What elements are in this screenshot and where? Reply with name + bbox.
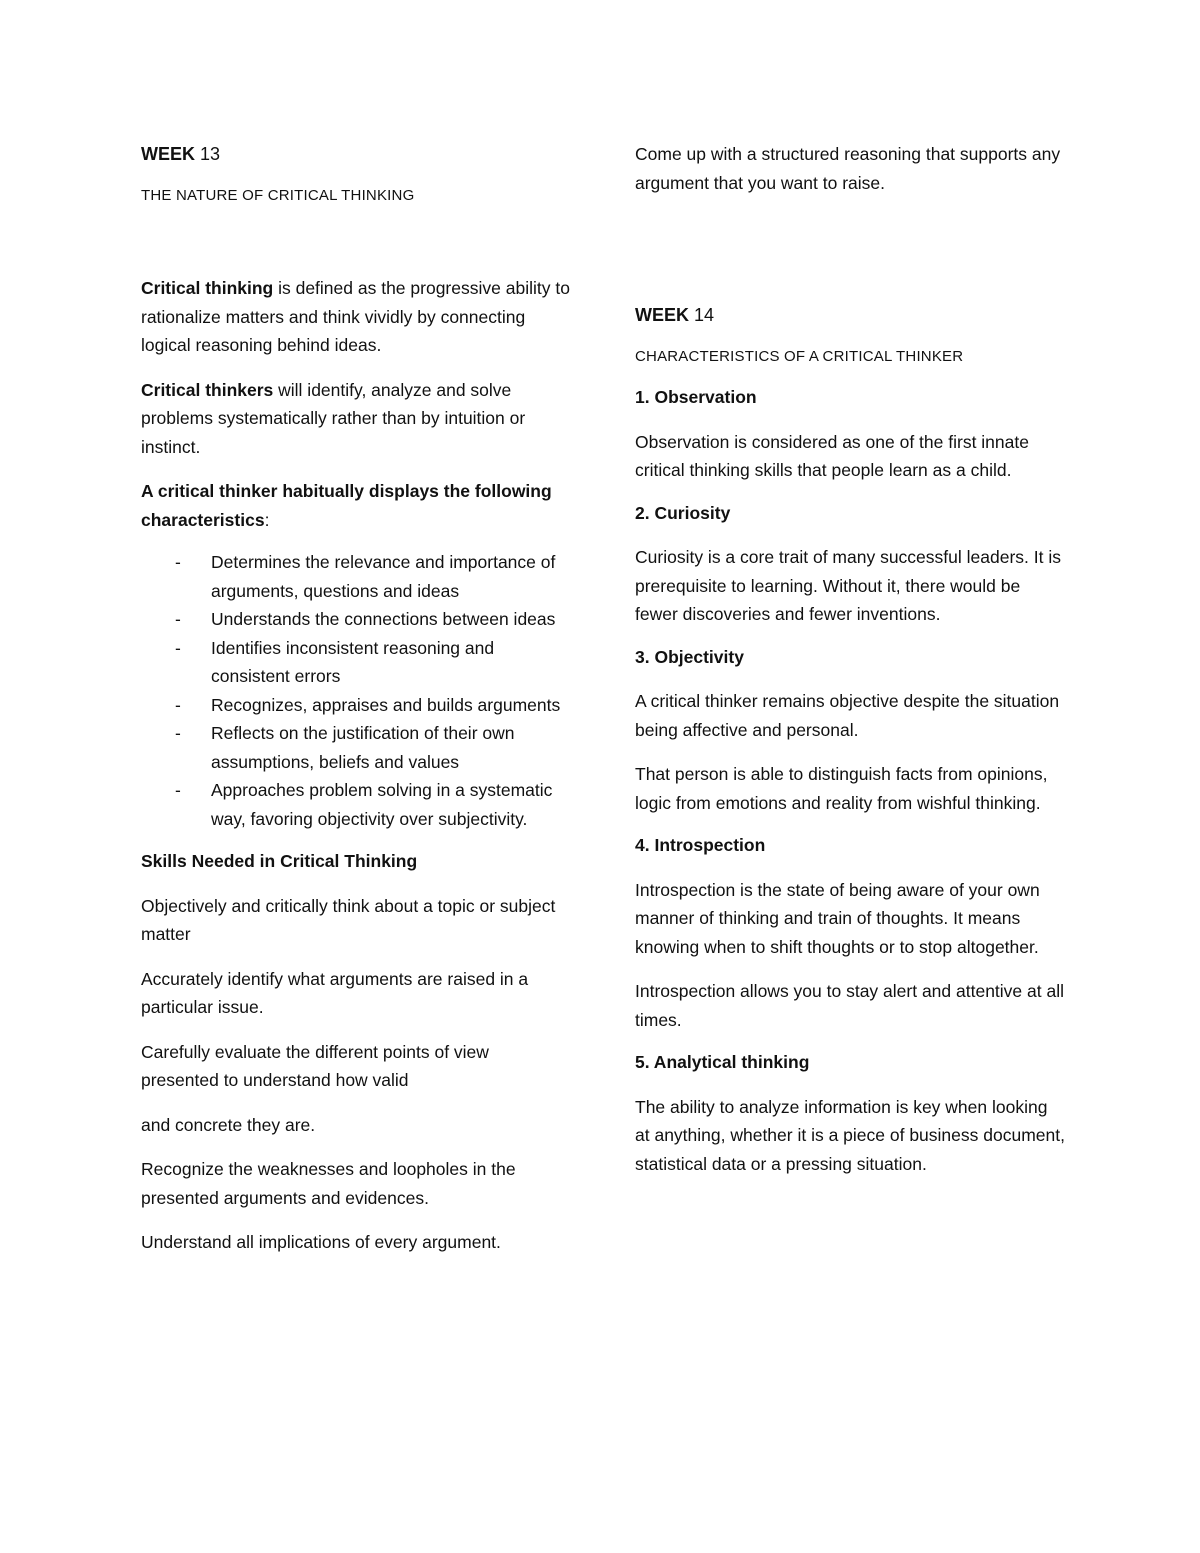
list-item: - Approaches problem solving in a systematic way, favoring objectivity over subjectivity. xyxy=(175,776,571,833)
week-number: 13 xyxy=(200,144,221,164)
definition-term: Critical thinkers xyxy=(141,379,274,400)
week-13-subtitle: THE NATURE OF CRITICAL THINKING xyxy=(141,187,415,204)
skill-paragraph: Recognize the weaknesses and loopholes in the presented arguments and evidences. xyxy=(141,1159,516,1208)
right-column xyxy=(635,140,1065,1178)
characteristic-paragraph: That person is able to distinguish facts from opinions, logic from emotions and reality from wishful thinking. xyxy=(635,764,1048,813)
week-number: 14 xyxy=(694,305,715,325)
intro-paragraph: Come up with a structured reasoning that supports any argument that you want to raise. xyxy=(635,144,1061,193)
characteristic-paragraph: Observation is considered as one of the first innate critical thinking skills that people learn as a child. xyxy=(635,431,1029,480)
definition-critical-thinkers xyxy=(141,376,571,462)
left-column xyxy=(141,140,571,1257)
characteristic-paragraph: Introspection is the state of being aware of your own manner of thinking and train of thoughts. It means knowing when to shift thoughts or to stop altogether. xyxy=(635,879,1040,957)
list-item: - Identifies inconsistent reasoning and consistent errors xyxy=(175,634,571,691)
characteristic-paragraph: The ability to analyze information is key when looking at anything, whether it is a piece of business document, statistical data or a pressing situation. xyxy=(635,1096,1065,1174)
characteristics-heading: A critical thinker habitually displays the following characteristics: xyxy=(141,481,552,530)
characteristics-list xyxy=(141,548,571,833)
characteristic-heading: 4. Introspection xyxy=(635,835,766,855)
characteristic-paragraph: Curiosity is a core trait of many successful leaders. It is prerequisite to learning. Without it, there would be fewer discoveries and fewer inventions. xyxy=(635,547,1061,624)
week-13-heading xyxy=(141,140,571,168)
week-label: WEEK xyxy=(635,305,689,325)
skills-heading: Skills Needed in Critical Thinking xyxy=(141,851,418,871)
list-item: - Reflects on the justification of their own assumptions, beliefs and values xyxy=(175,719,571,776)
definition-text: is defined as the progressive ability to rationalize matters and think vividly by connecting logical reasoning behind ideas. xyxy=(141,278,570,355)
characteristic-paragraph: A critical thinker remains objective despite the situation being affective and personal. xyxy=(635,691,1060,740)
week-label: WEEK xyxy=(141,144,195,164)
skill-paragraph: and concrete they are. xyxy=(141,1114,316,1135)
definition-term: Critical thinking xyxy=(141,278,274,298)
skill-paragraph: Objectively and critically think about a topic or subject matter xyxy=(141,895,556,944)
characteristic-heading: 5. Analytical thinking xyxy=(635,1052,810,1072)
skill-paragraph: Carefully evaluate the different points of view presented to understand how valid xyxy=(141,1041,489,1090)
characteristic-paragraph: Introspection allows you to stay alert and attentive at all times. xyxy=(635,981,1064,1030)
characteristic-heading: 2. Curiosity xyxy=(635,502,731,523)
definition-critical-thinking xyxy=(141,274,571,360)
list-item: - Recognizes, appraises and builds arguments xyxy=(175,691,571,720)
list-item: - Determines the relevance and importance of arguments, questions and ideas xyxy=(175,548,571,605)
characteristic-heading: 1. Observation xyxy=(635,387,757,407)
week-14-heading xyxy=(635,301,1065,329)
skill-paragraph: Understand all implications of every argument. xyxy=(141,1232,501,1252)
skill-paragraph: Accurately identify what arguments are raised in a particular issue. xyxy=(141,968,529,1017)
definition-text: will identify, analyze and solve problems systematically rather than by intuition or instinct. xyxy=(141,379,526,457)
week-14-subtitle: CHARACTERISTICS OF A CRITICAL THINKER xyxy=(635,348,964,365)
list-item: - Understands the connections between ideas xyxy=(175,605,571,634)
characteristic-heading: 3. Objectivity xyxy=(635,646,744,667)
